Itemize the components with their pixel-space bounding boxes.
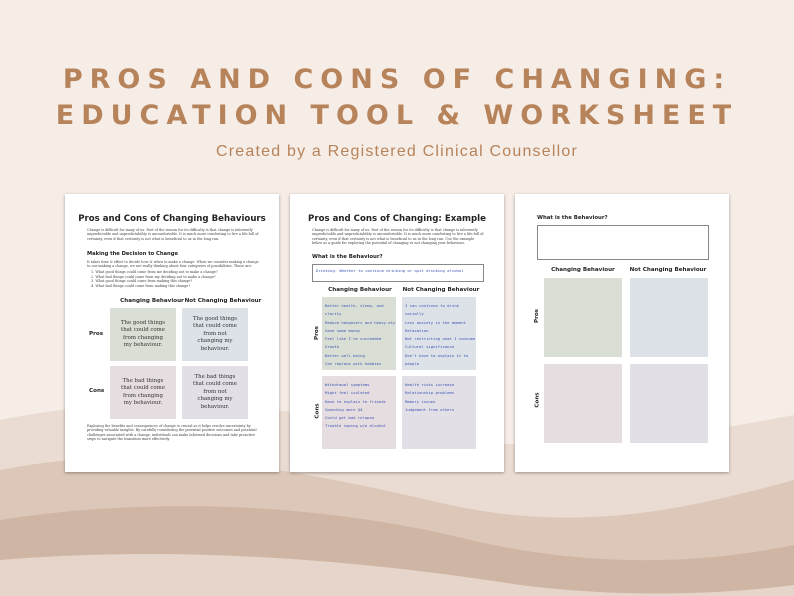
column-header-changing: Changing Behaviour <box>551 267 615 273</box>
list-item: Memory issues <box>405 398 436 404</box>
list-item: Relationship problems <box>405 390 455 396</box>
cell-pros-changing[interactable] <box>544 278 622 357</box>
list-item: Withdrawal symptoms <box>325 382 370 387</box>
cell-pros-not-changing <box>182 308 248 361</box>
list-item: Reduce hangovers and heavy-ety <box>325 319 396 325</box>
item-4: 4. What bad things could come from making this change? <box>91 283 191 288</box>
list-item: Not restricting what I consume <box>405 336 476 342</box>
column-header-changing: Changing Behaviour <box>328 287 392 293</box>
item-2: 2. What bad things could come from my deciding not to make a change? <box>91 274 216 279</box>
cell-pros-not-changing <box>402 297 476 370</box>
cell-pros-changing <box>110 308 176 361</box>
pros-changing-list <box>325 302 396 368</box>
cell-text: The bad things that could come from not changing my behaviour. <box>193 373 237 410</box>
cell-text: The good things that could come from not changing my behaviour. <box>192 315 238 352</box>
list-item: Better well-being <box>325 352 365 358</box>
cell-text: The good things that could come from changing my behaviour. <box>120 319 166 348</box>
cons-changing-list <box>325 381 386 431</box>
cell-cons-changing <box>110 366 176 419</box>
list-item: I can continue to drink socially <box>405 303 459 317</box>
cons-not-changing-list <box>405 381 454 414</box>
section-heading: Making the Decision to Change <box>87 251 178 257</box>
column-header-not-changing: Not Changing Behaviour <box>629 267 707 273</box>
list-item: Spending more $$ <box>325 406 363 412</box>
worksheet-page-education <box>65 194 279 472</box>
list-item: Don't have to explain it to people <box>405 352 469 367</box>
cell-cons-changing <box>322 376 396 449</box>
subtitle: Created by a Registered Clinical Counsellor <box>216 143 578 160</box>
row-header-pros: Pros <box>314 325 321 341</box>
list-item: Can replace with hobbies <box>325 361 382 367</box>
cell-cons-not-changing <box>402 376 476 449</box>
row-header-pros: Pros <box>89 331 104 337</box>
behaviour-answer: Drinking. Whether to continue drinking or quit drinking alcohol <box>316 268 464 273</box>
list-item: Relaxation <box>405 327 429 333</box>
cell-text: The bad things that could come from changing my behaviour. <box>121 377 165 406</box>
footer-text: Exploring the benefits and consequences of change is crucial as it helps resolve uncertainty by providing valuable insights. By carefully considering the potential positive outcomes and potential challenges associated with a change, individuals can make informed decisions and take proactive steps to navigate the transition more effectively. <box>87 424 257 442</box>
column-header-not-changing: Not Changing Behaviour <box>402 287 480 293</box>
list-item: Growth <box>325 344 340 350</box>
column-header-changing: Changing Behaviour <box>120 298 184 304</box>
list-item: Have to explain to friends <box>325 398 386 404</box>
cell-pros-not-changing[interactable] <box>630 278 708 357</box>
row-header-cons: Cons <box>534 392 541 408</box>
behaviour-question-label: What is the Behaviour? <box>312 254 383 260</box>
main-title-line-1: PROS AND CONS OF CHANGING: <box>62 64 732 95</box>
behaviour-answer-box <box>312 264 484 282</box>
list-item: Health risks increase <box>405 382 455 387</box>
page-title: Pros and Cons of Changing Behaviours <box>78 214 266 224</box>
row-header-cons: Cons <box>89 388 105 394</box>
column-header-not-changing: Not Changing Behaviour <box>184 298 262 304</box>
cell-cons-changing[interactable] <box>544 364 622 443</box>
pros-not-changing-list <box>405 302 476 368</box>
section-text: It takes time & effort to decide how & when to make a change. When we consider making a change to our making a change, we are really thinking about four categories of possibilities. These are: <box>87 260 259 269</box>
row-header-cons: Cons <box>314 403 321 419</box>
main-title-line-2: EDUCATION TOOL & WORKSHEET <box>55 100 739 131</box>
row-header-pros: Pros <box>534 308 541 324</box>
cell-pros-changing <box>322 297 396 370</box>
list-item: Feel like I've succeeded <box>325 336 382 342</box>
list-item: Save some money <box>325 327 361 333</box>
page-title: Pros and Cons of Changing: Example <box>308 214 486 224</box>
list-item: Cultural significance <box>405 344 455 350</box>
list-item: Judgement from others <box>405 406 455 412</box>
list-item: Better health, sleep, and clarity <box>325 303 384 317</box>
intro-text: Change is difficult for many of us. Part of the reason for its difficulty is that change is inherently unpredictable and unpredictability is uncomfortable. It is much more comforting to live a life full of certainty, even if that certainty is not what is beneficial to us in the long run. <box>87 228 259 241</box>
intro-text: Change is difficult for many of us. Part of the reason for its difficulty is that change is inherently unpredictable and unpredictability is uncomfortable. It is much more comforting to live a life full of certainty, even if that certainty is not what is beneficial to us in the long run. Use the example below as a guide for exploring the potential of changing vs not changing your behaviour. <box>312 228 484 246</box>
behaviour-answer-box[interactable] <box>537 225 709 260</box>
cell-cons-not-changing <box>182 366 248 419</box>
item-1: 1. What good things could come from me deciding not to make a change? <box>91 270 218 274</box>
list-item: Could get bad relapse <box>325 415 375 421</box>
behaviour-question-label: What is the Behaviour? <box>537 215 608 221</box>
list-item: Less anxiety in the moment <box>405 319 466 325</box>
worksheet-page-blank <box>515 194 729 472</box>
list-item: Trouble coping w/o alcohol <box>325 423 386 429</box>
cell-cons-not-changing[interactable] <box>630 364 708 443</box>
worksheet-page-example <box>290 194 504 472</box>
list-item: Might feel isolated <box>325 390 370 396</box>
item-3: 3. What good things could come from making this change? <box>91 279 193 283</box>
